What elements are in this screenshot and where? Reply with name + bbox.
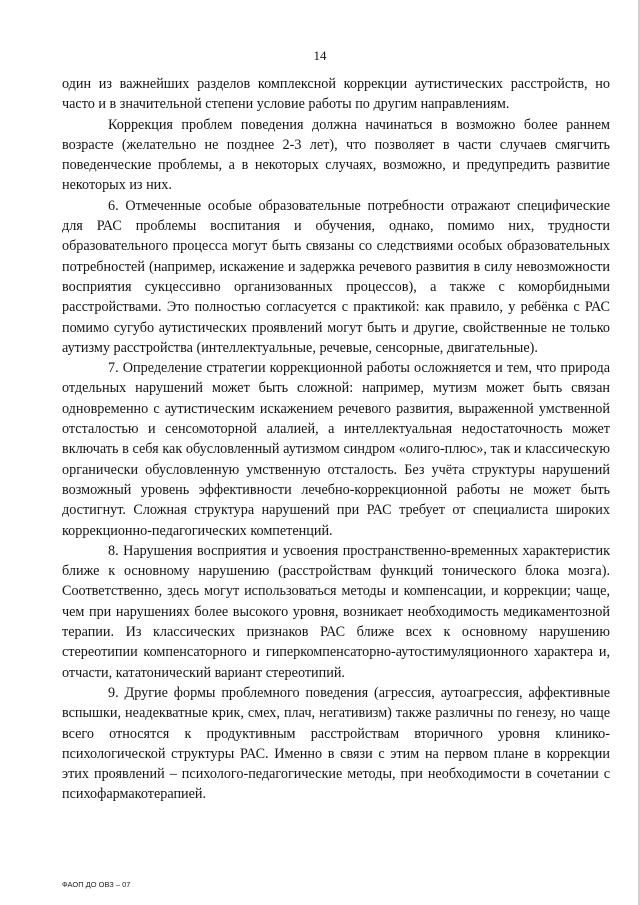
page-number: 14 (313, 48, 327, 63)
paragraph-item-6: 6. Отмеченные особые образовательные потребности отражают специфические для РАС проблемы воспитания и обучения, однако, помимо них, трудности образовательного процесса могут быть связаны со следствиями особых образовательных потребностей (например, искажение и задержка речевого развития в силу невозможности восприятия сукцессивно организованных процессов), а также с коморбидными расстройствами. Это полностью согласуется с практикой: как правило, у ребёнка с РАС помимо сугубо аутистических проявлений могут быть и другие, свойственные не только аутизму расстройства (интеллектуальные, речевые, сенсорные, двигательные). (62, 197, 610, 356)
paragraph-item-8: 8. Нарушения восприятия и усвоения пространственно-временных характеристик ближе к основному нарушению (расстройствам функций тонического блока мозга). Соответственно, здесь могут использоваться методы и компенсации, и коррекции; чаще, чем при нарушениях более высокого уровня, возникает необходимость медикаментозной терапии. Из классических признаков РАС ближе всех к основному нарушению стереотипии компенсаторного и гиперкомпенсаторно-аутостимуляционного характера и, отчасти, кататонический вариант стереотипий. (62, 542, 610, 681)
paragraph-item-9: 9. Другие формы проблемного поведения (агрессия, аутоагрессия, аффективные вспышки, неадекватные крик, смех, плач, негативизм) также различны по генезу, но чаще всего относятся к продуктивным расстройствам вторичного уровня клинико-психологической структуры РАС. Именно в связи с этим на первом плане в коррекции этих проявлений – психолого-педагогические методы, при необходимости в сочетании с психофармакотерапией. (62, 684, 610, 803)
paragraph-behavior-correction: Коррекция проблем поведения должна начинаться в возможно более раннем возрасте (желательно не позднее 2-3 лет), что позволяет в части случаев смягчить поведенческие проблемы, а в некоторых случаях, возможно, и предупредить развитие некоторых из них. (62, 116, 610, 194)
paragraph-continuation: один из важнейших разделов комплексной коррекции аутистических расстройств, но часто и в значительной степени условие работы по другим направлениям. (62, 76, 610, 113)
paragraph-item-7: 7. Определение стратегии коррекционной работы осложняется и тем, что природа отдельных нарушений может быть сложной: например, мутизм может быть связан одновременно с аутистическим искажением речевого развития, выраженной умственной отсталостью и сенсомоторной алалией, а интеллектуальная недостаточность может включать в себя как обусловленный аутизмом синдром «олиго-плюс», так и классическую органически обусловленную умственную отсталость. Без учёта структуры нарушений возможный уровень эффективности лечебно-коррекционной работы не может быть достигнут. Сложная структура нарушений при РАС требует от специалиста широких коррекционно-педагогических компетенций. (62, 360, 610, 539)
document-body (62, 74, 610, 805)
document-footer: ФАОП ДО ОВЗ – 07 (62, 880, 131, 889)
